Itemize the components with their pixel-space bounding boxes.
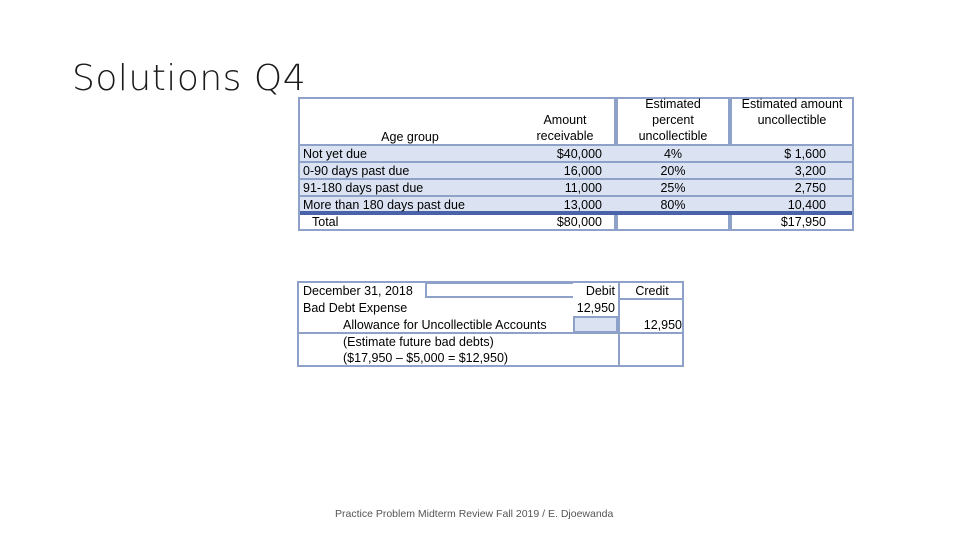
explanation-line-2: ($17,950 – $5,000 = $12,950) [343,351,509,365]
credit-header: Credit [635,284,669,298]
row-3-amount: 11,000 [564,181,602,195]
debit-cell-box [573,316,618,333]
total-amount: $80,000 [556,215,602,229]
row-2-amount: 16,000 [563,164,602,178]
row-3-percent: 25% [660,181,686,195]
journal-date: December 31, 2018 [303,284,413,298]
row-2-percent: 20% [660,164,686,178]
row-2-age: 0-90 days past due [303,164,410,178]
date-underline-box [425,282,573,298]
total-label: Total [312,215,339,229]
row-4-age: More than 180 days past due [303,198,465,212]
total-estimated: $17,950 [780,215,826,229]
slide-title: Solutions Q4 [72,58,307,99]
row-4-percent: 80% [660,198,686,212]
row-1-amount: $40,000 [556,147,602,161]
header-age-group: Age group [381,130,439,144]
row-2-estimated: 3,200 [794,164,826,178]
slide-footer: Practice Problem Midterm Review Fall 2019 / E. Djoewanda [335,508,614,520]
row-4-amount: 13,000 [563,198,602,212]
explanation-line-1: (Estimate future bad debts) [343,335,494,349]
row-1-percent: 4% [663,147,683,161]
debit-amount: 12,950 [576,301,615,315]
row-4-estimated: 10,400 [787,198,826,212]
debit-account: Bad Debt Expense [303,301,408,315]
row-1-estimated: $ 1,600 [784,147,826,161]
header-amount-receivable: Amount receivable [536,113,594,143]
debit-header: Debit [585,284,615,298]
header-estimated-percent: Estimated percent uncollectible [638,97,708,143]
row-3-estimated: 2,750 [794,181,826,195]
row-3-age: 91-180 days past due [303,181,424,195]
header-estimated-amount: Estimated amount uncollectible [741,97,843,127]
credit-account: Allowance for Uncollectible Accounts [343,318,547,332]
row-1-age: Not yet due [303,147,367,161]
credit-amount: 12,950 [643,318,682,332]
